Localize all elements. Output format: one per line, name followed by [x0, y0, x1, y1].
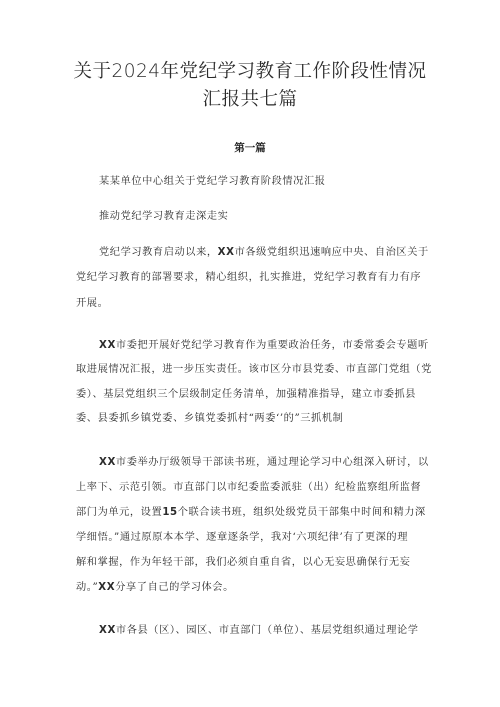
paragraph-line: 动。”XX分享了自己的学习体会。 [76, 582, 234, 593]
paragraph-line: 委）、基层党组织三个层级制定任务清单，加强精准指导，建立市委抓县 [76, 389, 417, 400]
title-line-1: 关于2024年党纪学习教育工作阶段性情况 [73, 61, 427, 82]
document-title [60, 58, 440, 114]
title-line-2: 汇报共七篇 [202, 89, 298, 110]
paragraph-line: 开展。 [76, 298, 109, 309]
paragraph-subtitle-1: 某某单位中心组关于党纪学习教育阶段情况汇报 [99, 176, 326, 187]
paragraph-subtitle-2: 推动党纪学习教育走深走实 [99, 211, 229, 222]
paragraph-line: XX市委举办厅级领导干部读书班，通过理论学习中心组深入研讨，以 [99, 457, 429, 468]
section-heading: 第一篇 [234, 142, 266, 154]
paragraph-line: 取进展情况汇报，进一步压实责任。该市区分市县党委、市直部门党组（党 [76, 364, 432, 375]
paragraph-line: 党纪学习教育启动以来，XX市各级党组织迅速响应中央、自治区关于 [99, 247, 429, 258]
paragraph-line: 上率下、示范引领。市直部门以市纪委监委派驻（出）纪检监察组所监督 [76, 482, 422, 493]
paragraph-line: 党纪学习教育的部署要求，精心组织，扎实推进，党纪学习教育有力有序 [76, 272, 422, 283]
paragraph-line: 学细悟。”通过原原本本学、逐章逐条学，我对‘六项纪律’有了更深的理 [76, 532, 409, 543]
paragraph-line: XX市委把开展好党纪学习教育作为重要政治任务，市委常委会专题听 [99, 340, 429, 351]
paragraph-line: 委、县委抓乡镇党委、乡镇党委抓村“两委‘’的”三抓机制 [76, 413, 344, 424]
paragraph-line: XX市各县（区）、园区、市直部门（单位）、基层党组织通过理论学 [99, 625, 419, 636]
paragraph-line: 部门为单元，设置15个联合读书班，组织处级党员干部集中时间和精力深 [76, 507, 426, 518]
paragraph-line: 解和掌握，作为年轻干部，我们必须自重自省，以心无妄思确保行无妄 [76, 557, 411, 568]
